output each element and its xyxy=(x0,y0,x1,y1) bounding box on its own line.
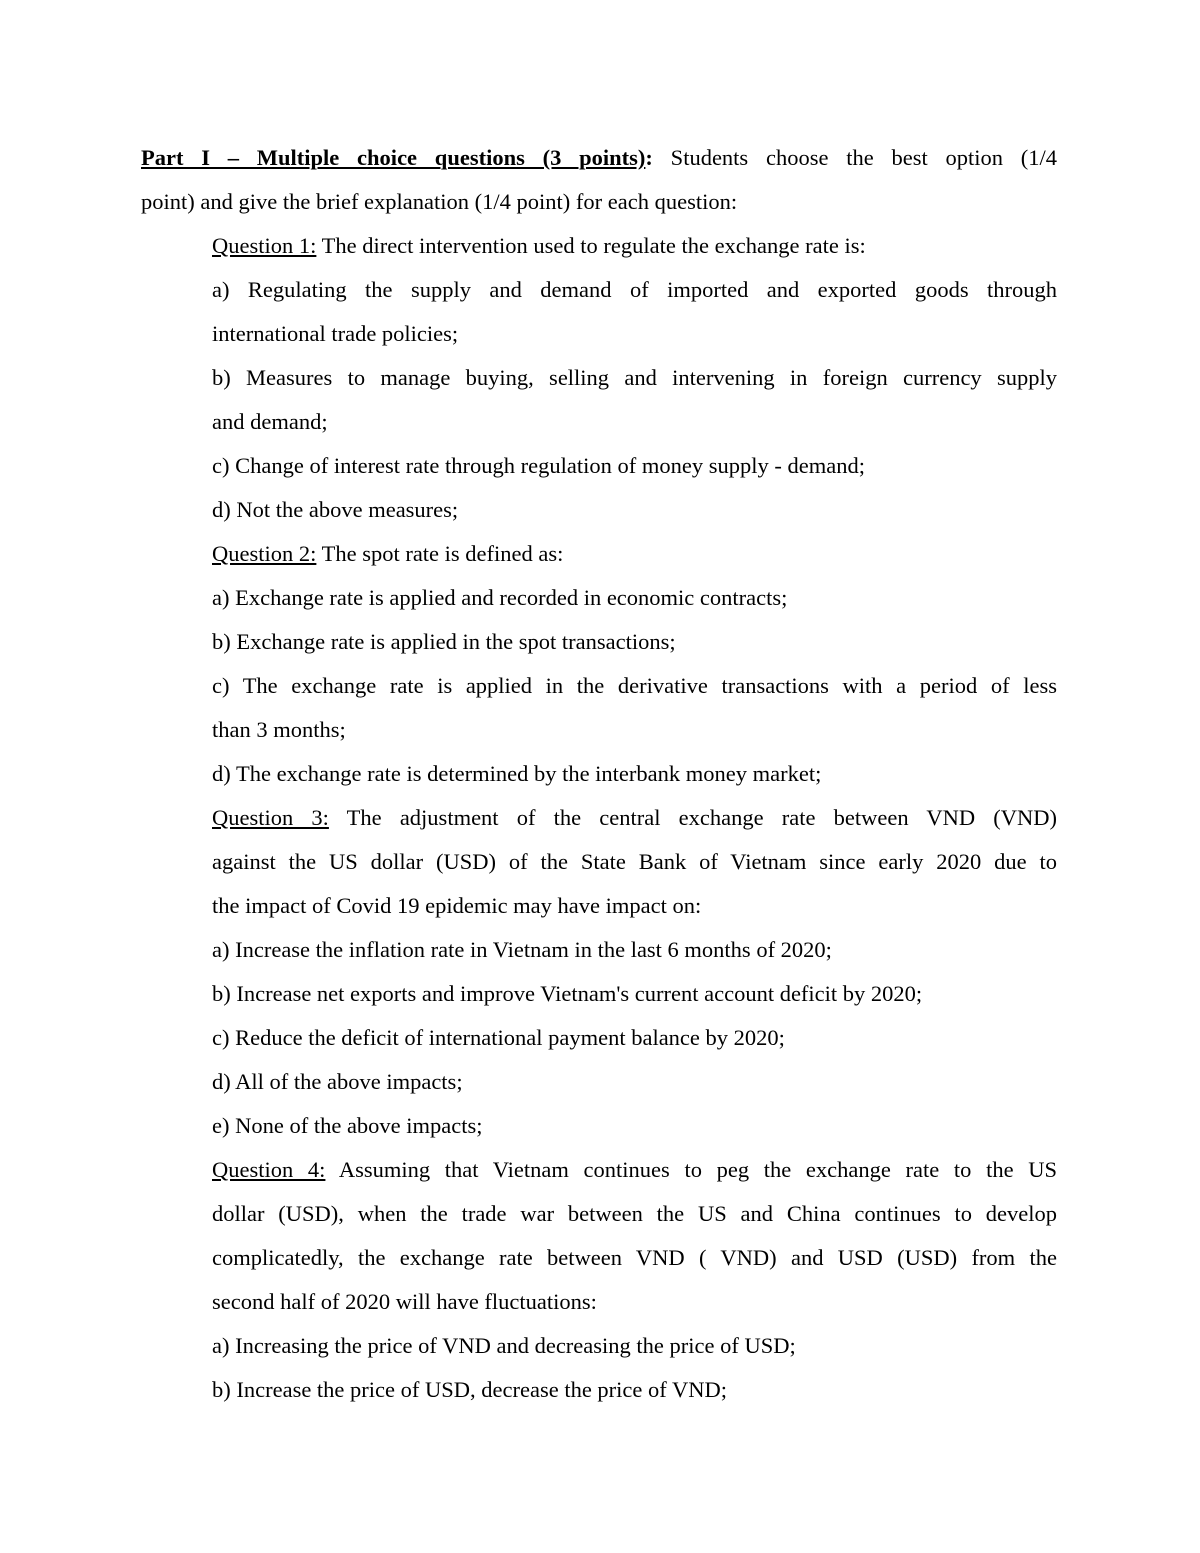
question-3-text: The adjustment of the central exchange rate between VND (VND) xyxy=(328,805,1057,830)
question-2-option-b: b) Exchange rate is applied in the spot transactions; xyxy=(212,629,676,654)
question-3-option-e: e) None of the above impacts; xyxy=(212,1113,483,1138)
question-1-option-b: b) Measures to manage buying, selling and intervening in foreign currency supply xyxy=(212,365,1057,390)
part-heading-line xyxy=(141,136,1057,180)
question-3-option-a: a) Increase the inflation rate in Vietnam in the last 6 months of 2020; xyxy=(212,937,832,962)
question-3-option-d: d) All of the above impacts; xyxy=(212,1069,463,1094)
part-heading: Part I – Multiple choice questions (3 points) xyxy=(141,145,646,170)
question-1-option-c: c) Change of interest rate through regulation of money supply - demand; xyxy=(212,453,865,478)
document-body xyxy=(141,136,1057,1412)
question-1-stem xyxy=(212,224,1057,268)
part-intro-text: Students choose the best option (1/4 xyxy=(652,145,1058,170)
question-2-label: Question 2: xyxy=(212,541,317,566)
question-1-text: The direct intervention used to regulate the exchange rate is: xyxy=(316,233,866,258)
question-2-option-a: a) Exchange rate is applied and recorded in economic contracts; xyxy=(212,585,788,610)
question-2-option-c: c) The exchange rate is applied in the derivative transactions with a period of less xyxy=(212,673,1057,698)
question-3-stem-line-3: the impact of Covid 19 epidemic may have impact on: xyxy=(212,893,702,918)
question-2-option-d: d) The exchange rate is determined by the interbank money market; xyxy=(212,761,822,786)
question-3-stem-line-2: against the US dollar (USD) of the State Bank of Vietnam since early 2020 due to xyxy=(212,849,1057,874)
question-4-option-b: b) Increase the price of USD, decrease the price of VND; xyxy=(212,1377,727,1402)
question-3-label: Question 3: xyxy=(212,805,329,830)
question-4-label: Question 4: xyxy=(212,1157,326,1182)
question-1-option-a: a) Regulating the supply and demand of imported and exported goods through xyxy=(212,277,1057,302)
question-3-option-b: b) Increase net exports and improve Vietnam's current account deficit by 2020; xyxy=(212,981,923,1006)
question-4-option-a: a) Increasing the price of VND and decreasing the price of USD; xyxy=(212,1333,796,1358)
question-1-label: Question 1: xyxy=(212,233,317,258)
question-3-stem xyxy=(212,796,1057,840)
question-2-stem xyxy=(212,532,1057,576)
part-intro-line: point) and give the brief explanation (1/4 point) for each question: xyxy=(141,189,738,214)
question-4-stem-line-4: second half of 2020 will have fluctuations: xyxy=(212,1289,597,1314)
question-1-option-d: d) Not the above measures; xyxy=(212,497,459,522)
question-4-stem-line-2: dollar (USD), when the trade war between the US and China continues to develop xyxy=(212,1201,1057,1226)
question-3-option-c: c) Reduce the deficit of international payment balance by 2020; xyxy=(212,1025,785,1050)
question-4-stem-line-3: complicatedly, the exchange rate between VND ( VND) and USD (USD) from the xyxy=(212,1245,1057,1270)
question-4-stem xyxy=(212,1148,1057,1192)
question-2-text: The spot rate is defined as: xyxy=(316,541,564,566)
question-2-option-c-cont: than 3 months; xyxy=(212,717,346,742)
question-1-option-a-cont: international trade policies; xyxy=(212,321,459,346)
question-1-option-b-cont: and demand; xyxy=(212,409,328,434)
part-heading-colon: : xyxy=(645,145,653,170)
question-4-text: Assuming that Vietnam continues to peg the exchange rate to the US xyxy=(325,1157,1057,1182)
